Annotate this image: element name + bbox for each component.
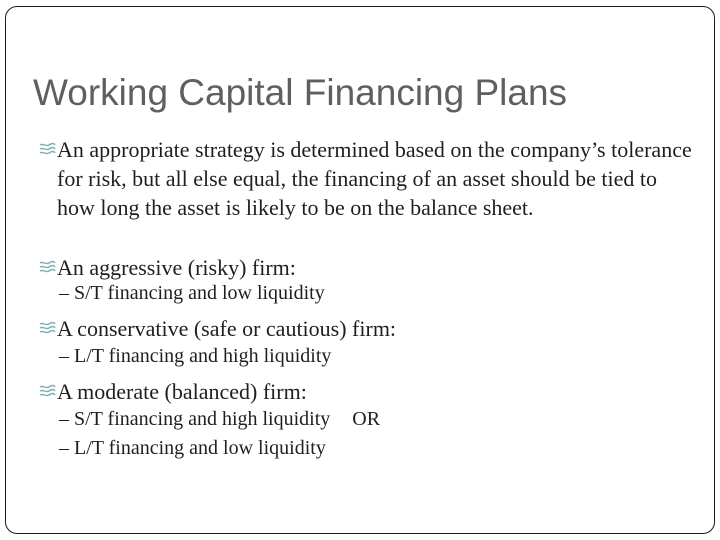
bullet-text: A moderate (balanced) firm: xyxy=(57,379,307,404)
bullet-text: A conservative (safe or cautious) firm: xyxy=(57,316,397,341)
sub-item-aggressive: – S/T financing and low liquidity xyxy=(59,282,325,304)
wave-bullet-icon xyxy=(39,142,56,156)
slide-frame xyxy=(5,6,715,534)
bullet-text: An aggressive (risky) firm: xyxy=(57,255,296,280)
bullet-aggressive xyxy=(39,253,699,282)
or-label: OR xyxy=(352,408,381,430)
sub-item-conservative: – L/T financing and high liquidity xyxy=(59,345,332,367)
bullet-moderate xyxy=(39,377,699,406)
wave-bullet-icon xyxy=(39,321,56,335)
sub-item-text: – S/T financing and high liquidity xyxy=(59,408,331,430)
slide-title: Working Capital Financing Plans xyxy=(33,72,568,113)
sub-item-moderate-lt: – L/T financing and low liquidity xyxy=(59,437,326,459)
bullet-strategy xyxy=(39,135,699,222)
wave-bullet-icon xyxy=(39,384,56,398)
wave-bullet-icon xyxy=(39,260,56,274)
sub-item-moderate-st xyxy=(59,405,380,433)
bullet-conservative xyxy=(39,314,699,343)
bullet-text: An appropriate strategy is determined based on the company’s tolerance for risk, but all else equal, the financing of an asset should be tied to how long the asset is likely to be on the balance sheet. xyxy=(57,137,692,220)
